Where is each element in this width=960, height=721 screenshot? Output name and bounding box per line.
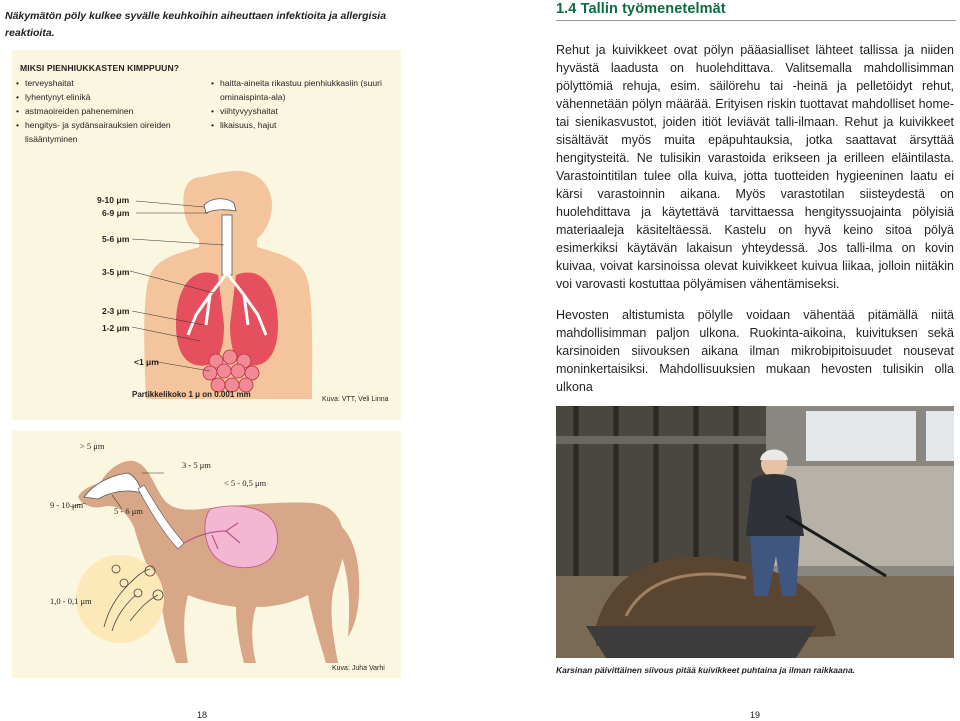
- figure-credit: Kuva: VTT, Veli Linna: [322, 396, 389, 403]
- page-number: 18: [197, 710, 208, 720]
- bullet-list-right: [211, 76, 391, 132]
- list-item: • lyhentynyt elinikä: [16, 90, 196, 104]
- stable-window: [806, 411, 916, 461]
- page-number: 19: [750, 710, 761, 720]
- box-heading: MIKSI PIENHIUKKASTEN KIMPPUUN?: [20, 63, 180, 73]
- particle-label: > 5 μm: [80, 441, 105, 451]
- list-item: • likaisuus, hajut: [211, 118, 391, 132]
- human-respiratory-figure: [84, 165, 354, 405]
- section-title-bar: [556, 0, 956, 21]
- stable-cleaning-photo: [556, 406, 954, 658]
- particle-label: 3 - 5 μm: [182, 460, 211, 470]
- figure-credit: Kuva: Juha Varhi: [332, 665, 385, 672]
- body-paragraph: Rehut ja kuivikkeet ovat pölyn pääasialliset lähteet tallissa ja niiden hyvästä laadusta on huolehdittava. Valitsemalla mahdollisimman pölyttömiä rehuja, esim. säilörehu tai -heinä ja pelletöidyt rehut, vähennetään pölyn määrää. Erityisen riskin tuottavat mahdolliset home- tai sienikasvustot, joiden itiöt leviävät talli-ilmaan. Rehut ja kuivikkeet sisältävät myös muita epäpuhtauksia, jotka saattavat ärsyttää hengitysteitä. Ne tulisikin varastoida erikseen ja erilleen eläintilasta. Varastointitilan tulee olla kuiva, jotta tuotteiden hygieeninen laatu ei kärsi varastoinnin aikana. Myös varastotilan siisteydestä on huolehdittava ja käytettävä tarvittaessa hengityssuojainta pölyisiä materiaaleja käsiteltäessä. Kastelu on hyvä keino sitoa pölyä esimerkiksi käytävän lakaisun yhteydessä. Jos talli-ilma on kovin kuivaa, voivat karsinoissa olevat kuivikkeet kuivua liikaa, jolloin niitäkin voi varovasti kostuttaa pölyämisen vähentämiseksi.: [556, 43, 954, 291]
- particle-label: 5 - 6 μm: [114, 506, 143, 516]
- horse-tail: [342, 527, 359, 637]
- particle-label: 9 - 10 μm: [50, 500, 84, 510]
- particle-label: 9-10 μm: [97, 195, 130, 205]
- list-item: • terveyshaitat: [16, 76, 196, 90]
- intro-text: Näkymätön pöly kulkee syvälle keuhkoihin aiheuttaen infektioita ja allergisia reaktioita.: [5, 10, 387, 39]
- list-item: • haitta-aineita rikastuu pienhiukkasiin (suuri ominaispinta-ala): [211, 76, 391, 104]
- person-jacket: [746, 474, 804, 536]
- horse-respiratory-figure: [12, 431, 401, 678]
- particle-label: 6-9 μm: [102, 208, 130, 218]
- body-paragraph: Hevosten altistumista pölylle voidaan vähentää pitämällä niitä mahdollisimman paljon ulkona. Ruokinta-aikoina, kuivituksen sekä karsinoiden siivouksen aikana ilman mikrobipitoisuudet nousevat moninkertaisiksi. Mahdollisuuksien mukaan hevosten tulisikin olla ulkona: [556, 308, 954, 394]
- scale-note: Partikkelikoko 1 μ on 0.001 mm: [132, 390, 251, 399]
- particle-label: 5-6 μm: [102, 234, 130, 244]
- particle-label: 1,0 - 0,1 μm: [50, 596, 92, 606]
- list-item: • viihtyvyyshaitat: [211, 104, 391, 118]
- list-item: • hengitys- ja sydänsairauksien oireiden lisääntyminen: [16, 118, 196, 146]
- particle-label: < 5 - 0,5 μm: [224, 478, 267, 488]
- particle-label: <1 μm: [134, 357, 159, 367]
- particle-label: 2-3 μm: [102, 306, 130, 316]
- stall-rail: [556, 436, 766, 444]
- bullet-list-left: [16, 76, 196, 146]
- list-item: • astmaoireiden paheneminen: [16, 104, 196, 118]
- section-title: 1.4 Tallin työmenetelmät: [556, 1, 726, 17]
- particle-label: 3-5 μm: [102, 267, 130, 277]
- stable-window: [926, 411, 954, 461]
- particle-label: 1-2 μm: [102, 323, 130, 333]
- photo-caption: Karsinan päivittäinen siivous pitää kuivikkeet puhtaina ja ilman raikkaana.: [556, 665, 856, 675]
- wheelbarrow: [586, 626, 816, 658]
